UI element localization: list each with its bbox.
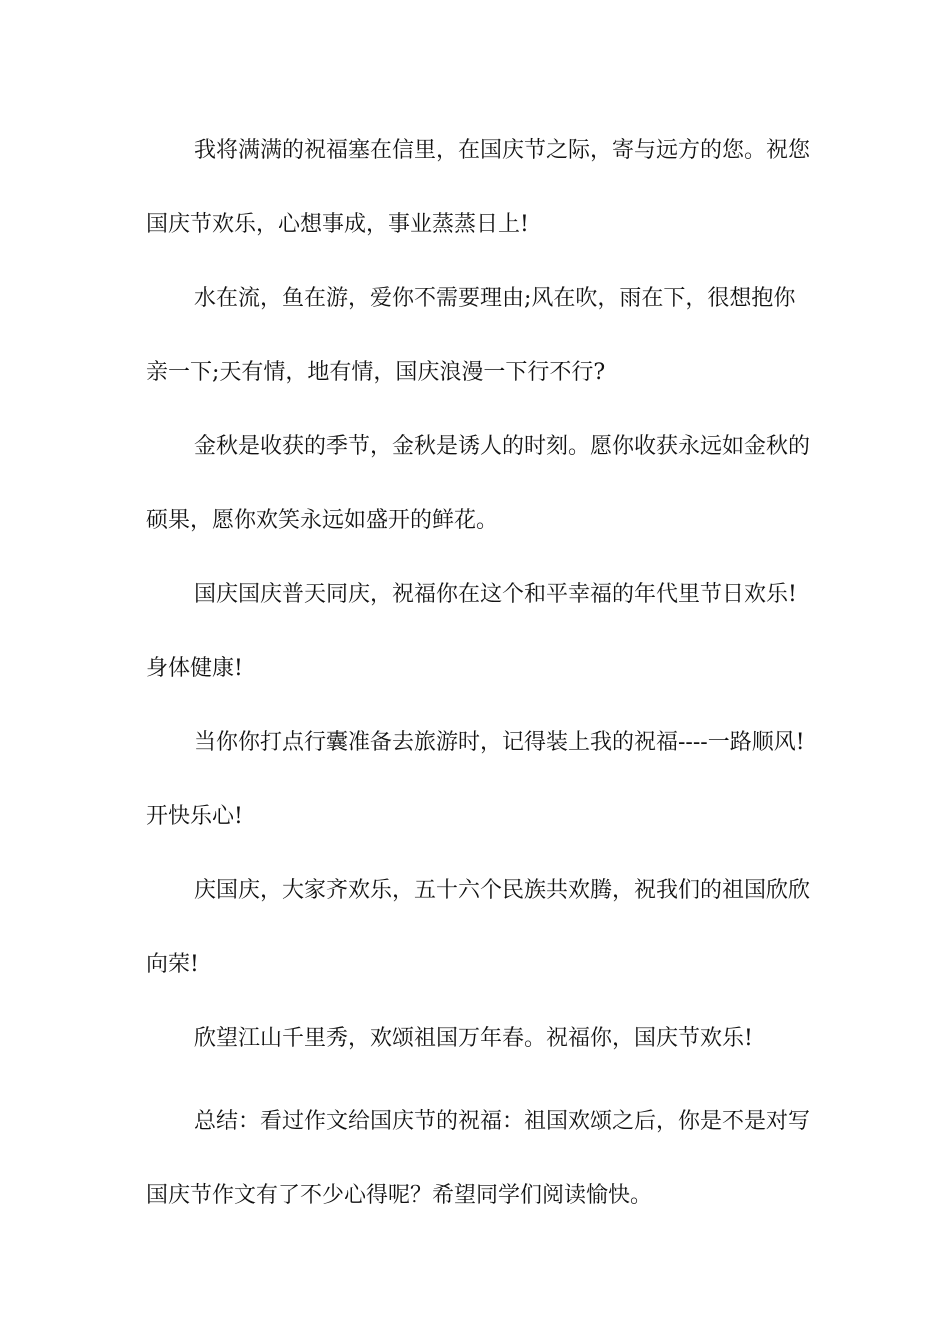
- paragraph-2: 水在流，鱼在游，爱你不需要理由;风在吹，雨在下，很想抱你亲一下;天有情，地有情，国庆浪漫一下行不行?: [146, 286, 796, 385]
- paragraph-7: 欣望江山千里秀，欢颂祖国万年春。祝福你，国庆节欢乐!: [194, 1026, 753, 1051]
- paragraph-1: 我将满满的祝福塞在信里，在国庆节之际，寄与远方的您。祝您国庆节欢乐，心想事成，事业蒸蒸日上!: [146, 138, 811, 237]
- paragraph-5: 当你你打点行囊准备去旅游时，记得装上我的祝福----一路顺风!开快乐心!: [146, 730, 805, 829]
- summary-paragraph: 总结：看过作文给国庆节的祝福：祖国欢颂之后，你是不是对写国庆节作文有了不少心得呢？希望同学们阅读愉快。: [146, 1109, 811, 1208]
- paragraph-6: 庆国庆，大家齐欢乐，五十六个民族共欢腾，祝我们的祖国欣欣向荣!: [146, 878, 811, 977]
- paragraph-4: 国庆国庆普天同庆，祝福你在这个和平幸福的年代里节日欢乐!身体健康!: [146, 582, 797, 681]
- paragraph-3: 金秋是收获的季节，金秋是诱人的时刻。愿你收获永远如金秋的硕果，愿你欢笑永远如盛开的鲜花。: [146, 434, 811, 533]
